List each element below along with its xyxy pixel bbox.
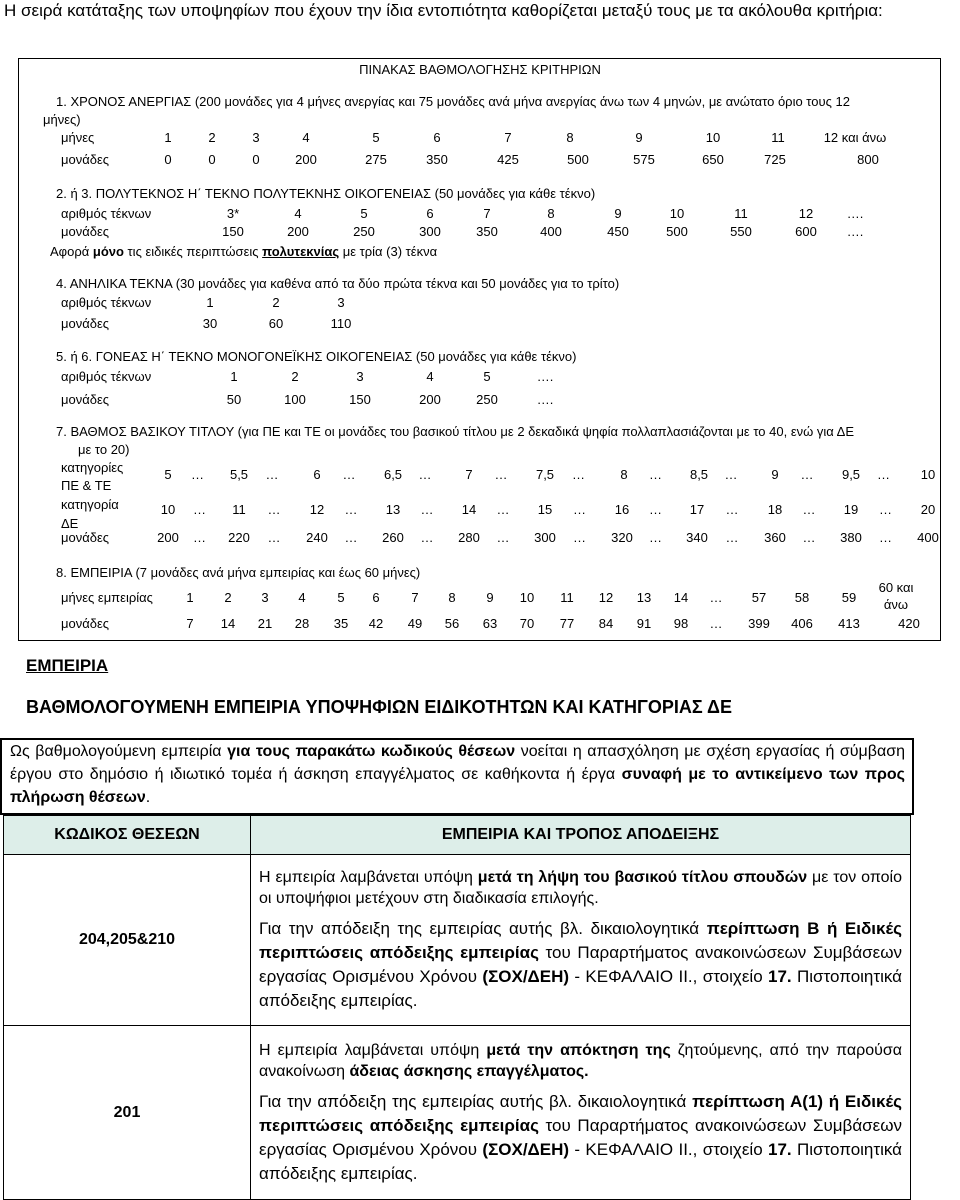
table-cell: 60 (268, 316, 284, 331)
table-cell: 8 (547, 206, 555, 221)
table-cell: … (649, 467, 662, 482)
table-cell: … (802, 530, 816, 545)
table-cell: 9 (486, 590, 494, 605)
table-cell: … (344, 502, 358, 517)
table-cell: … (494, 467, 508, 482)
table-cell: … (709, 590, 723, 605)
table-cell: 450 (607, 224, 629, 239)
table-cell: 10 (669, 206, 685, 221)
table-cell: 550 (730, 224, 752, 239)
s2-row-label-points: μονάδες (61, 224, 110, 239)
experience-description: Η εμπειρία λαμβάνεται υπόψη μετά την απόκτηση της ζητούμενης, από την παρούσα ανακοίνωση άδειας άσκησης επαγγέλματος. Για την απόδειξη της εμπειρίας αυτής βλ. δικαιολογητικά περίπτωση Α(1) ή Ειδικές περιπτώσεις απόδειξης εμπειρίας του Παραρτήματος ανακοινώσεων Συμβάσεων εργασίας Ορισμένου Χρόνου (ΣΟΧ/ΔΕΗ) - ΚΕΦΑΛΑΙΟ ΙΙ., στοιχείο 17. Πιστοποιητικά απόδειξης εμπειρίας. (251, 1026, 911, 1200)
table-cell: 10 (920, 467, 936, 482)
table-cell: … (344, 530, 358, 545)
table-cell: 1 (230, 369, 238, 384)
table-cell: … (879, 502, 892, 517)
table-cell: 7 (504, 130, 512, 145)
s8-last-month-a: 60 και (878, 580, 914, 595)
codes-col-header: ΚΩΔΙΚΟΣ ΘΕΣΕΩΝ (4, 816, 251, 855)
table-cell: 14 (220, 616, 236, 631)
table-cell: 0 (252, 152, 260, 167)
table-cell: 49 (407, 616, 423, 631)
table-cell: 7 (483, 206, 491, 221)
s1-heading-line1: 1. ΧΡΟΝΟΣ ΑΝΕΡΓΙΑΣ (200 μονάδες για 4 μήνες ανεργίας και 75 μονάδες ανά μήνα ανεργίας άνω των 4 μηνών, με ανώτατο όριο τους 12 (56, 94, 850, 109)
table-cell: …. (846, 224, 864, 239)
table-cell: 3 (356, 369, 364, 384)
table-cell: 3 (337, 295, 345, 310)
table-cell: 360 (764, 530, 786, 545)
table-cell: 57 (751, 590, 767, 605)
table-cell: 5 (372, 130, 380, 145)
table-cell: 8 (448, 590, 456, 605)
table-cell: 11 (232, 502, 246, 517)
table-cell: 6 (433, 130, 441, 145)
table-cell: … (725, 530, 739, 545)
table-cell: 3* (226, 206, 240, 221)
table-cell: … (193, 530, 206, 545)
table-cell: 14 (461, 502, 477, 517)
table-cell: 13 (385, 502, 401, 517)
table-cell: 50 (226, 392, 242, 407)
s7-heading-line2: με το 20) (78, 442, 130, 457)
s7-row3-label: μονάδες (61, 530, 110, 545)
table-cell: 11 (560, 590, 574, 605)
table-cell: 399 (748, 616, 770, 631)
table-cell: 10 (705, 130, 721, 145)
table-cell: 1 (206, 295, 214, 310)
table-cell: 4 (426, 369, 434, 384)
s5-row-label-children: αριθμός τέκνων (61, 369, 152, 384)
table-cell: 413 (838, 616, 860, 631)
table-cell: 12 και άνω (823, 130, 887, 145)
s8-row-label-points: μονάδες (61, 616, 110, 631)
table-cell: …. (846, 206, 864, 221)
table-cell: 18 (767, 502, 783, 517)
table-cell: 7 (186, 616, 194, 631)
table-cell: 7 (465, 467, 473, 482)
table-cell: 2 (224, 590, 232, 605)
table-cell: … (420, 502, 434, 517)
s1-row-label-months: μήνες (61, 130, 95, 145)
table-cell: 7,5 (535, 467, 555, 482)
s2-heading: 2. ή 3. ΠΟΛΥΤΕΚΝΟΣ Η΄ ΤΕΚΝΟ ΠΟΛΥΤΕΚΝΗΣ ΟΙΚΟΓΕΝΕΙΑΣ (50 μονάδες για κάθε τέκνο) (56, 186, 596, 201)
table-cell: … (573, 530, 586, 545)
s7-row2-label-a: κατηγορία (61, 497, 119, 512)
table-cell: 3 (261, 590, 269, 605)
table-cell: 280 (458, 530, 480, 545)
table-cell: 98 (673, 616, 689, 631)
table-cell: 350 (426, 152, 448, 167)
s1-heading-line2: μήνες) (43, 112, 81, 127)
table-cell: 275 (365, 152, 387, 167)
table-cell: 15 (537, 502, 553, 517)
table-cell: 300 (534, 530, 556, 545)
table-cell: 9 (635, 130, 643, 145)
s7-heading-line1: 7. ΒΑΘΜΟΣ ΒΑΣΙΚΟΥ ΤΙΤΛΟΥ (για ΠΕ και ΤΕ οι μονάδες του βασικού τίτλου με 2 δεκαδικά ψηφία πολλαπλασιάζονται με το 40, ενώ για ΔΕ (56, 424, 855, 439)
table-cell: … (193, 502, 206, 517)
experience-title: ΕΜΠΕΙΡΙΑ (26, 656, 109, 675)
table-cell: 7 (411, 590, 419, 605)
table-cell: 650 (702, 152, 724, 167)
table-cell: … (649, 530, 662, 545)
table-cell: 11 (771, 130, 785, 145)
table-cell: 300 (419, 224, 441, 239)
s2-note: Αφορά μόνο τις ειδικές περιπτώσεις πολυτεκνίας με τρία (3) τέκνα (50, 244, 438, 259)
table-cell: 0 (164, 152, 172, 167)
table-cell: 200 (295, 152, 317, 167)
s8-heading: 8. ΕΜΠΕΙΡΙΑ (7 μονάδες ανά μήνα εμπειρίας και έως 60 μήνες) (56, 565, 421, 580)
table-cell: 725 (764, 152, 786, 167)
table-cell: 150 (349, 392, 371, 407)
table-cell: 30 (202, 316, 218, 331)
table-cell: 575 (633, 152, 655, 167)
table-cell: … (496, 502, 510, 517)
table-cell: 420 (898, 616, 920, 631)
experience-heading: ΒΑΘΜΟΛΟΓΟΥΜΕΝΗ ΕΜΠΕΙΡΙΑ ΥΠΟΨΗΦΙΩΝ ΕΙΔΙΚΟΤΗΤΩΝ ΚΑΙ ΚΑΤΗΓΟΡΙΑΣ ΔΕ (26, 697, 732, 717)
table-cell: 8,5 (689, 467, 709, 482)
table-cell: 200 (287, 224, 309, 239)
table-cell: … (800, 467, 814, 482)
table-cell: … (877, 467, 890, 482)
table-cell: 42 (368, 616, 384, 631)
table-cell: 240 (306, 530, 328, 545)
table-cell: 35 (333, 616, 349, 631)
table-cell: 200 (419, 392, 441, 407)
table-cell: 4 (294, 206, 302, 221)
table-cell: 10 (160, 502, 176, 517)
table-cell: 5 (164, 467, 172, 482)
table-cell: 56 (444, 616, 460, 631)
table-cell: 77 (559, 616, 575, 631)
table-cell: … (573, 502, 586, 517)
table-cell: 406 (791, 616, 813, 631)
s5-heading: 5. ή 6. ΓΟΝΕΑΣ Η΄ ΤΕΚΝΟ ΜΟΝΟΓΟΝΕΪΚΗΣ ΟΙΚΟΓΕΝΕΙΑΣ (50 μονάδες για κάθε τέκνο) (56, 349, 577, 364)
table-cell: 350 (476, 224, 498, 239)
table-cell: 58 (794, 590, 810, 605)
s4-heading: 4. ΑΝΗΛΙΚΑ ΤΕΚΝΑ (30 μονάδες για καθένα από τα δύο πρώτα τέκνα και 50 μονάδες για το τρίτο) (56, 276, 620, 291)
table-cell: 9,5 (841, 467, 861, 482)
definition-text: Ως βαθμολογούμενη εμπειρία για τους παρακάτω κωδικούς θέσεων νοείται η απασχόληση με σχέση εργασίας ή σύμβαση έργου στο δημόσιο ή ιδιωτικό τομέα ή άσκηση επαγγέλματος σε καθήκοντα ή έργα συναφή με το αντικείμενο των προς πλήρωση θέσεων. (10, 743, 906, 806)
s4-row-label-children: αριθμός τέκνων (61, 295, 152, 310)
table-cell: 70 (519, 616, 535, 631)
table-cell: 4 (298, 590, 306, 605)
table-cell: … (572, 467, 585, 482)
table-cell: … (420, 530, 434, 545)
table-cell: 9 (614, 206, 622, 221)
table-cell: 6 (426, 206, 434, 221)
table-cell: … (265, 467, 279, 482)
table-cell: 3 (252, 130, 260, 145)
table-cell: … (191, 467, 204, 482)
s4-row-label-points: μονάδες (61, 316, 110, 331)
table-cell: … (267, 530, 281, 545)
table-cell: 6 (372, 590, 380, 605)
table-cell: … (342, 467, 356, 482)
table-cell: 9 (771, 467, 779, 482)
s7-row1-label-a: κατηγορίες (61, 460, 124, 475)
table-cell: 91 (636, 616, 652, 631)
table-cell: 2 (208, 130, 216, 145)
table-cell: 59 (841, 590, 857, 605)
table-cell: 14 (673, 590, 689, 605)
table-cell: … (418, 467, 432, 482)
table-cell: 5,5 (229, 467, 249, 482)
table-cell: 110 (330, 316, 352, 331)
table-cell: 12 (598, 590, 614, 605)
table-cell: 100 (284, 392, 306, 407)
table-cell: 260 (382, 530, 404, 545)
table-cell: 500 (567, 152, 589, 167)
table-cell: 0 (208, 152, 216, 167)
table-cell: 63 (482, 616, 498, 631)
table-cell: 400 (917, 530, 939, 545)
s1-row-label-points: μονάδες (61, 152, 110, 167)
table-cell: 21 (257, 616, 273, 631)
table-cell: …. (536, 392, 554, 407)
experience-description: Η εμπειρία λαμβάνεται υπόψη μετά τη λήψη του βασικού τίτλου σπουδών με τον οποίο οι υποψήφιοι μετέχουν στη διαδικασία επιλογής. Για την απόδειξη της εμπειρίας αυτής βλ. δικαιολογητικά περίπτωση Β ή Ειδικές περιπτώσεις απόδειξης εμπειρίας του Παραρτήματος ανακοινώσεων Συμβάσεων εργασίας Ορισμένου Χρόνου (ΣΟΧ/ΔΕΗ) - ΚΕΦΑΛΑΙΟ ΙΙ., στοιχείο 17. Πιστοποιητικά απόδειξης εμπειρίας. (251, 855, 911, 1026)
table-cell: … (802, 502, 816, 517)
table-cell: … (649, 502, 662, 517)
table-cell: 200 (157, 530, 179, 545)
table-cell: … (709, 616, 723, 631)
table-cell: … (267, 502, 281, 517)
table-cell: 1 (164, 130, 172, 145)
table-cell: 2 (272, 295, 280, 310)
table-cell: 2 (291, 369, 299, 384)
table-cell: 220 (228, 530, 250, 545)
table-cell: 19 (843, 502, 859, 517)
table-cell: 600 (795, 224, 817, 239)
table-cell: 16 (614, 502, 630, 517)
table-cell: 11 (734, 206, 748, 221)
table-cell: 84 (598, 616, 614, 631)
table-row (4, 855, 911, 1026)
table-cell: 17 (689, 502, 705, 517)
table-cell: 400 (540, 224, 562, 239)
experience-col-header: ΕΜΠΕΙΡΙΑ ΚΑΙ ΤΡΟΠΟΣ ΑΠΟΔΕΙΞΗΣ (251, 816, 911, 855)
table-cell: 5 (483, 369, 491, 384)
position-code: 201 (4, 1026, 251, 1200)
table-cell: 8 (620, 467, 628, 482)
table-cell: … (496, 530, 510, 545)
table-cell: 6 (313, 467, 321, 482)
s7-row2-label-b: ΔΕ (61, 516, 79, 531)
table-cell: … (879, 530, 892, 545)
table-cell: 500 (666, 224, 688, 239)
table-cell: 28 (294, 616, 310, 631)
codes-table (3, 815, 911, 1200)
table-cell: … (724, 467, 738, 482)
table-cell: 13 (636, 590, 652, 605)
table-row (4, 1026, 911, 1200)
table-cell: 320 (611, 530, 633, 545)
table-cell: 20 (920, 502, 936, 517)
table-cell: 150 (222, 224, 244, 239)
table-cell: 6,5 (383, 467, 403, 482)
table-cell: 800 (857, 152, 879, 167)
table-cell: 380 (840, 530, 862, 545)
table-cell: 5 (360, 206, 368, 221)
s5-row-label-points: μονάδες (61, 392, 110, 407)
table-cell: 4 (302, 130, 310, 145)
position-code: 204,205&210 (4, 855, 251, 1026)
s7-row1-label-b: ΠΕ & ΤΕ (61, 478, 112, 493)
table-cell: 340 (686, 530, 708, 545)
table-cell: … (725, 502, 739, 517)
table-cell: 1 (186, 590, 194, 605)
table-cell: 12 (309, 502, 325, 517)
s8-row-label-months: μήνες εμπειρίας (61, 590, 153, 605)
table-cell: 10 (519, 590, 535, 605)
table-cell: 5 (337, 590, 345, 605)
table-cell: 12 (798, 206, 814, 221)
s2-row-label-children: αριθμός τέκνων (61, 206, 152, 221)
table-cell: 425 (497, 152, 519, 167)
table-cell: 250 (353, 224, 375, 239)
criteria-title: ΠΙΝΑΚΑΣ ΒΑΘΜΟΛΟΓΗΣΗΣ ΚΡΙΤΗΡΙΩΝ (359, 62, 601, 77)
table-cell: 8 (566, 130, 574, 145)
s8-last-month-b: άνω (883, 597, 909, 612)
table-cell: 250 (476, 392, 498, 407)
intro-text: Η σειρά κατάταξης των υποψηφίων που έχουν την ίδια εντοπιότητα καθορίζεται μεταξύ τους με τα ακόλουθα κριτήρια: (4, 1, 883, 20)
table-cell: …. (536, 369, 554, 384)
